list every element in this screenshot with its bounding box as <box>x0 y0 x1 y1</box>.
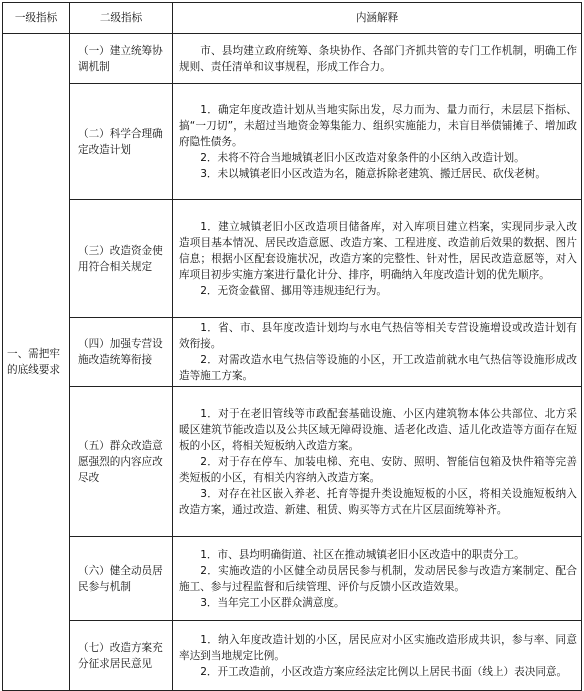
level1-cell <box>3 34 70 691</box>
header-row <box>3 3 582 34</box>
explanation-cell <box>173 537 582 621</box>
explanation-item: 3．未以城镇老旧小区改造为名，随意拆除老建筑、搬迁居民、砍伐老树。 <box>200 167 546 180</box>
table-row <box>3 387 582 537</box>
level2-cell <box>70 318 173 387</box>
level2-label: （七）改造方案充分征求居民意见 <box>78 641 163 670</box>
level2-label: （四）加强专营设施改造统筹衔接 <box>78 338 163 366</box>
header-level2: 二级指标 <box>70 3 173 34</box>
level2-cell <box>70 537 173 621</box>
explanation-item: 1．纳入年度改造计划的小区，居民应对小区实施改造形成共识，参与率、同意率达到当地规定比例。 <box>179 633 577 662</box>
level2-label: （六）健全动员居民参与机制 <box>78 564 163 593</box>
explanation-item: 市、县均建立政府统筹、条块协作、各部门齐抓共管的专门工作机制，明确工作规则、责任清单和议事规程，形成工作合力。 <box>179 44 577 73</box>
table-row <box>3 84 582 200</box>
table-row <box>3 200 582 318</box>
explanation-item: 2．无资金截留、挪用等违规违纪行为。 <box>200 284 388 297</box>
level2-cell <box>70 621 173 691</box>
explanation-item: 2．对需改造水电气热信等设施的小区，开工改造前就水电气热信等设施形成改造等施工方案。 <box>179 354 577 382</box>
explanation-cell <box>173 84 582 200</box>
table-row <box>3 621 582 691</box>
level2-cell <box>70 34 173 84</box>
header-explanation: 内涵解释 <box>173 3 582 34</box>
explanation-cell <box>173 387 582 537</box>
indicator-table <box>2 2 582 691</box>
level2-label: （五）群众改造意愿强烈的内容应改尽改 <box>78 439 163 484</box>
explanation-cell <box>173 621 582 691</box>
explanation-item: 1．市、县均明确街道、社区在推动城镇老旧小区改造中的职责分工。 <box>200 548 525 561</box>
table-row <box>3 318 582 387</box>
level2-cell <box>70 200 173 318</box>
table-row <box>3 537 582 621</box>
explanation-item: 2．开工改造前，小区改造方案应经法定比例以上居民书面（线上）表决同意。 <box>200 665 568 678</box>
explanation-item: 1．省、市、县年度改造计划均与水电气热信等相关专营设施增设或改造计划有效衔接。 <box>179 322 577 350</box>
explanation-cell <box>173 34 582 84</box>
explanation-item: 2．未将不符合当地城镇老旧小区改造对象条件的小区纳入改造计划。 <box>200 151 525 164</box>
level2-label: （二）科学合理确定改造计划 <box>78 127 163 156</box>
level2-label: （一）建立统筹协调机制 <box>78 44 163 73</box>
header-level1: 一级指标 <box>3 3 70 34</box>
explanation-item: 3．当年完工小区群众满意度。 <box>200 596 345 609</box>
explanation-item: 1．对于在老旧管线等市政配套基础设施、小区内建筑物本体公共部位、北方采暖区建筑节能改造以及公共区域无障碍设施、适老化改造、适儿化改造等方面存在短板的小区，将相关短板纳入改造方案。 <box>179 407 577 452</box>
level1-label: 一、需把牢的底线要求 <box>7 348 60 376</box>
explanation-item: 2．实施改造的小区健全动员居民参与机制，发动居民参与改造方案制定、配合施工、参与过程监督和后续管理、评价与反馈小区改造效果。 <box>179 564 577 593</box>
explanation-item: 3．对存在社区嵌入养老、托育等提升类设施短板的小区，将相关设施短板纳入改造方案，通过改造、新建、租赁、购买等方式在片区层面统筹补齐。 <box>179 487 577 516</box>
explanation-item: 2．对于存在停车、加装电梯、充电、安防、照明、智能信包箱及快件箱等完善类短板的小区，有相关内容纳入改造方案。 <box>179 455 577 484</box>
explanation-cell <box>173 318 582 387</box>
explanation-cell <box>173 200 582 318</box>
explanation-item: 1．确定年度改造计划从当地实际出发，尽力而为、量力而行，未层层下指标、搞“一刀切”，未超过当地资金筹集能力、组织实施能力，未盲目举债铺摊子、增加政府隐性债务。 <box>179 103 577 148</box>
level2-label: （三）改造资金使用符合相关规定 <box>78 244 163 273</box>
explanation-item: 1．建立城镇老旧小区改造项目储备库，对入库项目建立档案，实现同步录入改造项目基本情况、居民改造意愿、改造方案、工程进度、改造前后效果的数据、图片信息；根据小区配套设施状况，改造方案的完整性、针对性，居民改造意愿等，对入库项目初步实施方案进行量化计分、排序，明确纳入年度改造计划的优先顺序。 <box>179 220 577 281</box>
level2-cell <box>70 387 173 537</box>
level2-cell <box>70 84 173 200</box>
table-row <box>3 34 582 84</box>
